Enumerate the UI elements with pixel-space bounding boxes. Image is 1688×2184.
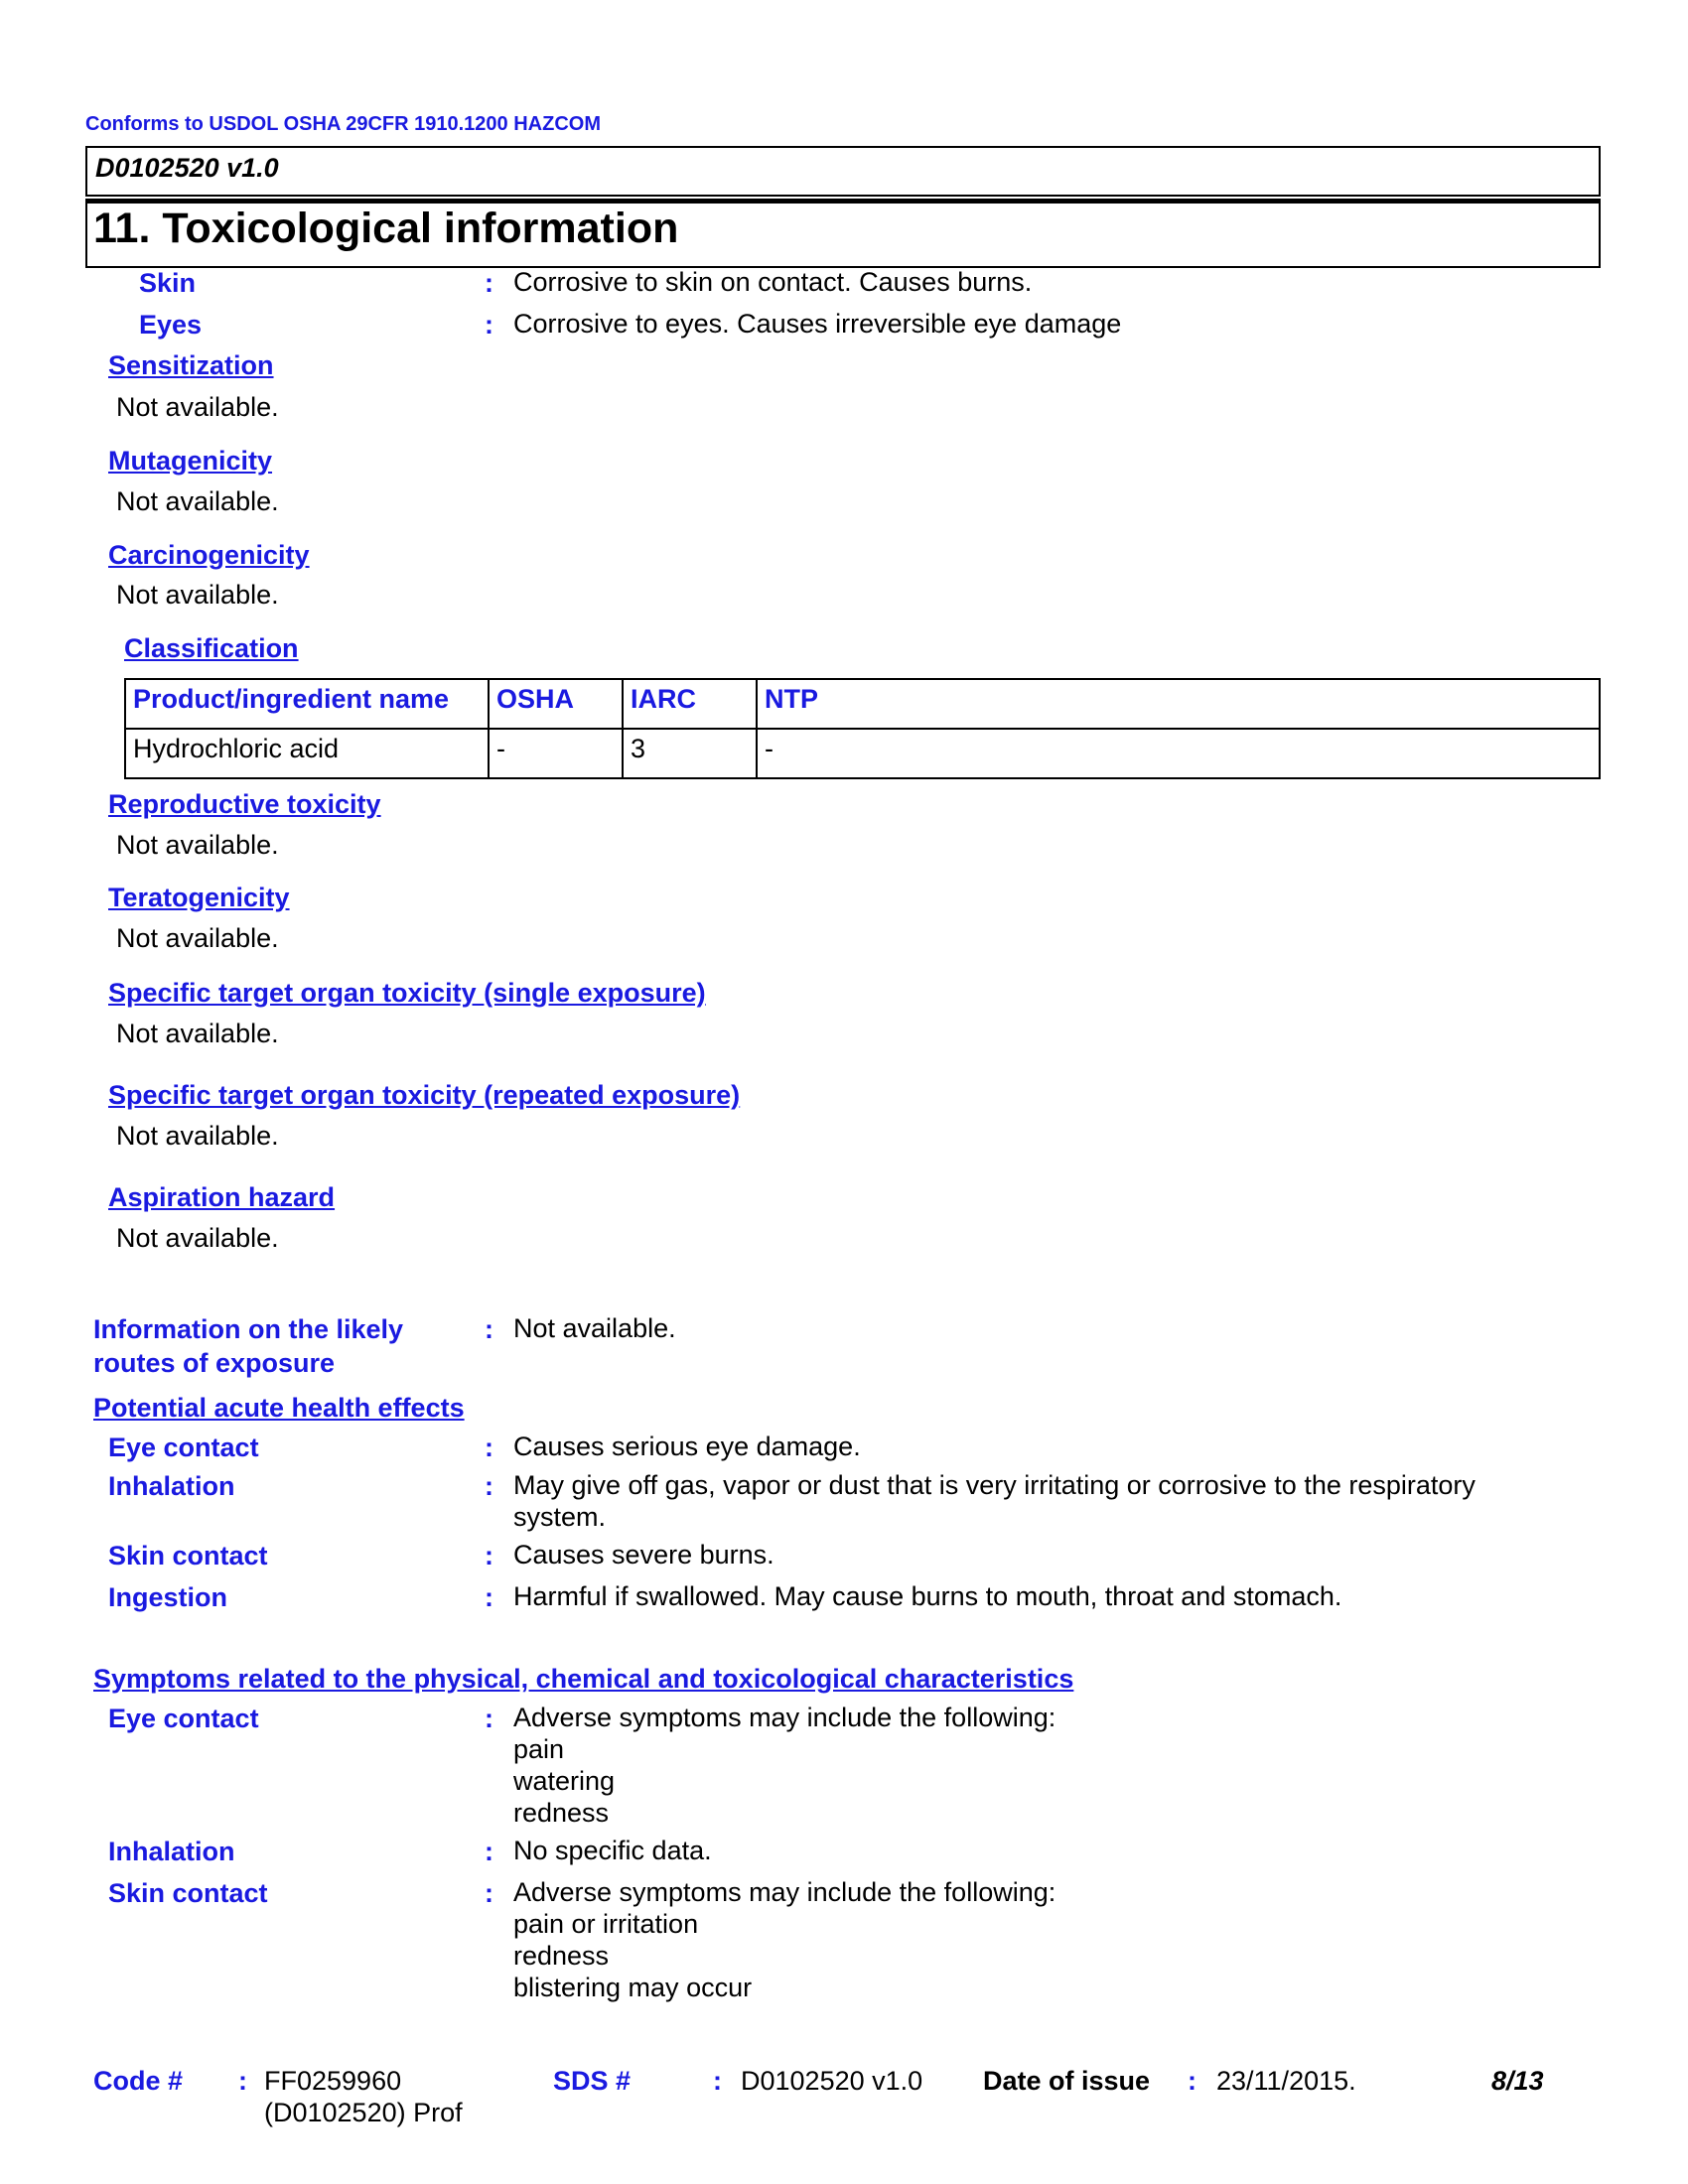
- footer-date-label: Date of issue: [983, 2066, 1151, 2096]
- acute-ingestion-colon: :: [485, 1582, 493, 1612]
- mutagenicity-value: Not available.: [116, 486, 279, 516]
- stot-repeated-value: Not available.: [116, 1121, 279, 1151]
- routes-value: Not available.: [513, 1313, 676, 1343]
- routes-colon: :: [485, 1314, 493, 1344]
- aspiration-value: Not available.: [116, 1223, 279, 1253]
- skin-colon: :: [485, 268, 493, 298]
- cell-name: Hydrochloric acid: [125, 729, 489, 778]
- cell-iarc: 3: [623, 729, 757, 778]
- symptoms-skin-label: Skin contact: [108, 1878, 268, 1908]
- acute-inhalation-value-line1: May give off gas, vapor or dust that is very irritating or corrosive to the respiratory: [513, 1470, 1476, 1500]
- sensitization-heading: Sensitization: [108, 350, 274, 380]
- reproductive-heading: Reproductive toxicity: [108, 789, 381, 819]
- symptoms-skin-line: blistering may occur: [513, 1973, 753, 2002]
- symptoms-eye-line: redness: [513, 1798, 610, 1828]
- doc-id: D0102520 v1.0: [95, 153, 279, 183]
- eyes-label: Eyes: [139, 310, 203, 340]
- stot-single-heading: Specific target organ toxicity (single exposure): [108, 978, 706, 1008]
- skin-value: Corrosive to skin on contact. Causes burns.: [513, 267, 1033, 297]
- carcinogenicity-heading: Carcinogenicity: [108, 540, 310, 570]
- acute-inhalation-colon: :: [485, 1471, 493, 1501]
- footer-date-value: 23/11/2015.: [1216, 2066, 1356, 2096]
- table-row: [125, 729, 1600, 778]
- acute-ingestion-label: Ingestion: [108, 1582, 227, 1612]
- symptoms-eye-line: watering: [513, 1766, 616, 1796]
- routes-label-line2: routes of exposure: [93, 1348, 336, 1378]
- reproductive-value: Not available.: [116, 830, 279, 860]
- symptoms-skin-colon: :: [485, 1878, 493, 1908]
- carcinogenicity-value: Not available.: [116, 580, 279, 610]
- col-header-iarc: IARC: [623, 679, 757, 729]
- eyes-colon: :: [485, 310, 493, 340]
- symptoms-eye-colon: :: [485, 1704, 493, 1733]
- acute-skin-colon: :: [485, 1541, 493, 1570]
- symptoms-skin-line: Adverse symptoms may include the following:: [513, 1877, 1056, 1907]
- acute-eye-colon: :: [485, 1433, 493, 1462]
- symptoms-skin-line: pain or irritation: [513, 1909, 699, 1939]
- footer-code-value-line2: (D0102520) Prof: [264, 2098, 463, 2127]
- classification-heading: Classification: [124, 633, 299, 663]
- footer-sds-colon: :: [713, 2066, 722, 2096]
- sensitization-value: Not available.: [116, 392, 279, 422]
- symptoms-skin-line: redness: [513, 1941, 610, 1971]
- teratogenicity-heading: Teratogenicity: [108, 883, 290, 912]
- page-number: 8/13: [1491, 2066, 1544, 2096]
- footer-sds-value: D0102520 v1.0: [741, 2066, 923, 2096]
- skin-label: Skin: [139, 268, 197, 298]
- cell-osha: -: [489, 729, 623, 778]
- acute-eye-value: Causes serious eye damage.: [513, 1432, 861, 1461]
- footer-code-label: Code #: [93, 2066, 184, 2096]
- routes-label-line1: Information on the likely: [93, 1314, 404, 1344]
- section-title: 11. Toxicological information: [93, 205, 679, 252]
- footer-date-colon: :: [1188, 2066, 1196, 2096]
- acute-ingestion-value: Harmful if swallowed. May cause burns to mouth, throat and stomach.: [513, 1581, 1342, 1611]
- acute-eye-label: Eye contact: [108, 1433, 259, 1462]
- cell-ntp: -: [757, 729, 1600, 778]
- symptoms-heading: Symptoms related to the physical, chemical and toxicological characteristics: [93, 1664, 1074, 1694]
- footer-code-colon: :: [238, 2066, 247, 2096]
- footer-sds-label: SDS #: [553, 2066, 632, 2096]
- eyes-value: Corrosive to eyes. Causes irreversible eye damage: [513, 309, 1122, 339]
- acute-inhalation-value-line2: system.: [513, 1502, 607, 1532]
- classification-table: [124, 678, 1601, 779]
- aspiration-heading: Aspiration hazard: [108, 1182, 336, 1212]
- symptoms-eye-line: pain: [513, 1734, 565, 1764]
- table-header-row: [125, 679, 1600, 729]
- col-header-ntp: NTP: [757, 679, 1600, 729]
- footer-code-value-line1: FF0259960: [264, 2066, 402, 2096]
- symptoms-inhalation-colon: :: [485, 1837, 493, 1866]
- acute-skin-label: Skin contact: [108, 1541, 268, 1570]
- conforms-header: Conforms to USDOL OSHA 29CFR 1910.1200 HAZCOM: [85, 113, 601, 135]
- teratogenicity-value: Not available.: [116, 923, 279, 953]
- stot-single-value: Not available.: [116, 1019, 279, 1048]
- symptoms-inhalation-label: Inhalation: [108, 1837, 235, 1866]
- mutagenicity-heading: Mutagenicity: [108, 446, 273, 476]
- acute-inhalation-label: Inhalation: [108, 1471, 235, 1501]
- symptoms-eye-line: Adverse symptoms may include the following:: [513, 1703, 1056, 1732]
- stot-repeated-heading: Specific target organ toxicity (repeated exposure): [108, 1080, 741, 1110]
- col-header-osha: OSHA: [489, 679, 623, 729]
- acute-heading: Potential acute health effects: [93, 1393, 465, 1423]
- doc-id-box: [85, 146, 1601, 197]
- symptoms-inhalation-value: No specific data.: [513, 1836, 712, 1865]
- symptoms-eye-label: Eye contact: [108, 1704, 259, 1733]
- acute-skin-value: Causes severe burns.: [513, 1540, 774, 1570]
- col-header-name: Product/ingredient name: [125, 679, 489, 729]
